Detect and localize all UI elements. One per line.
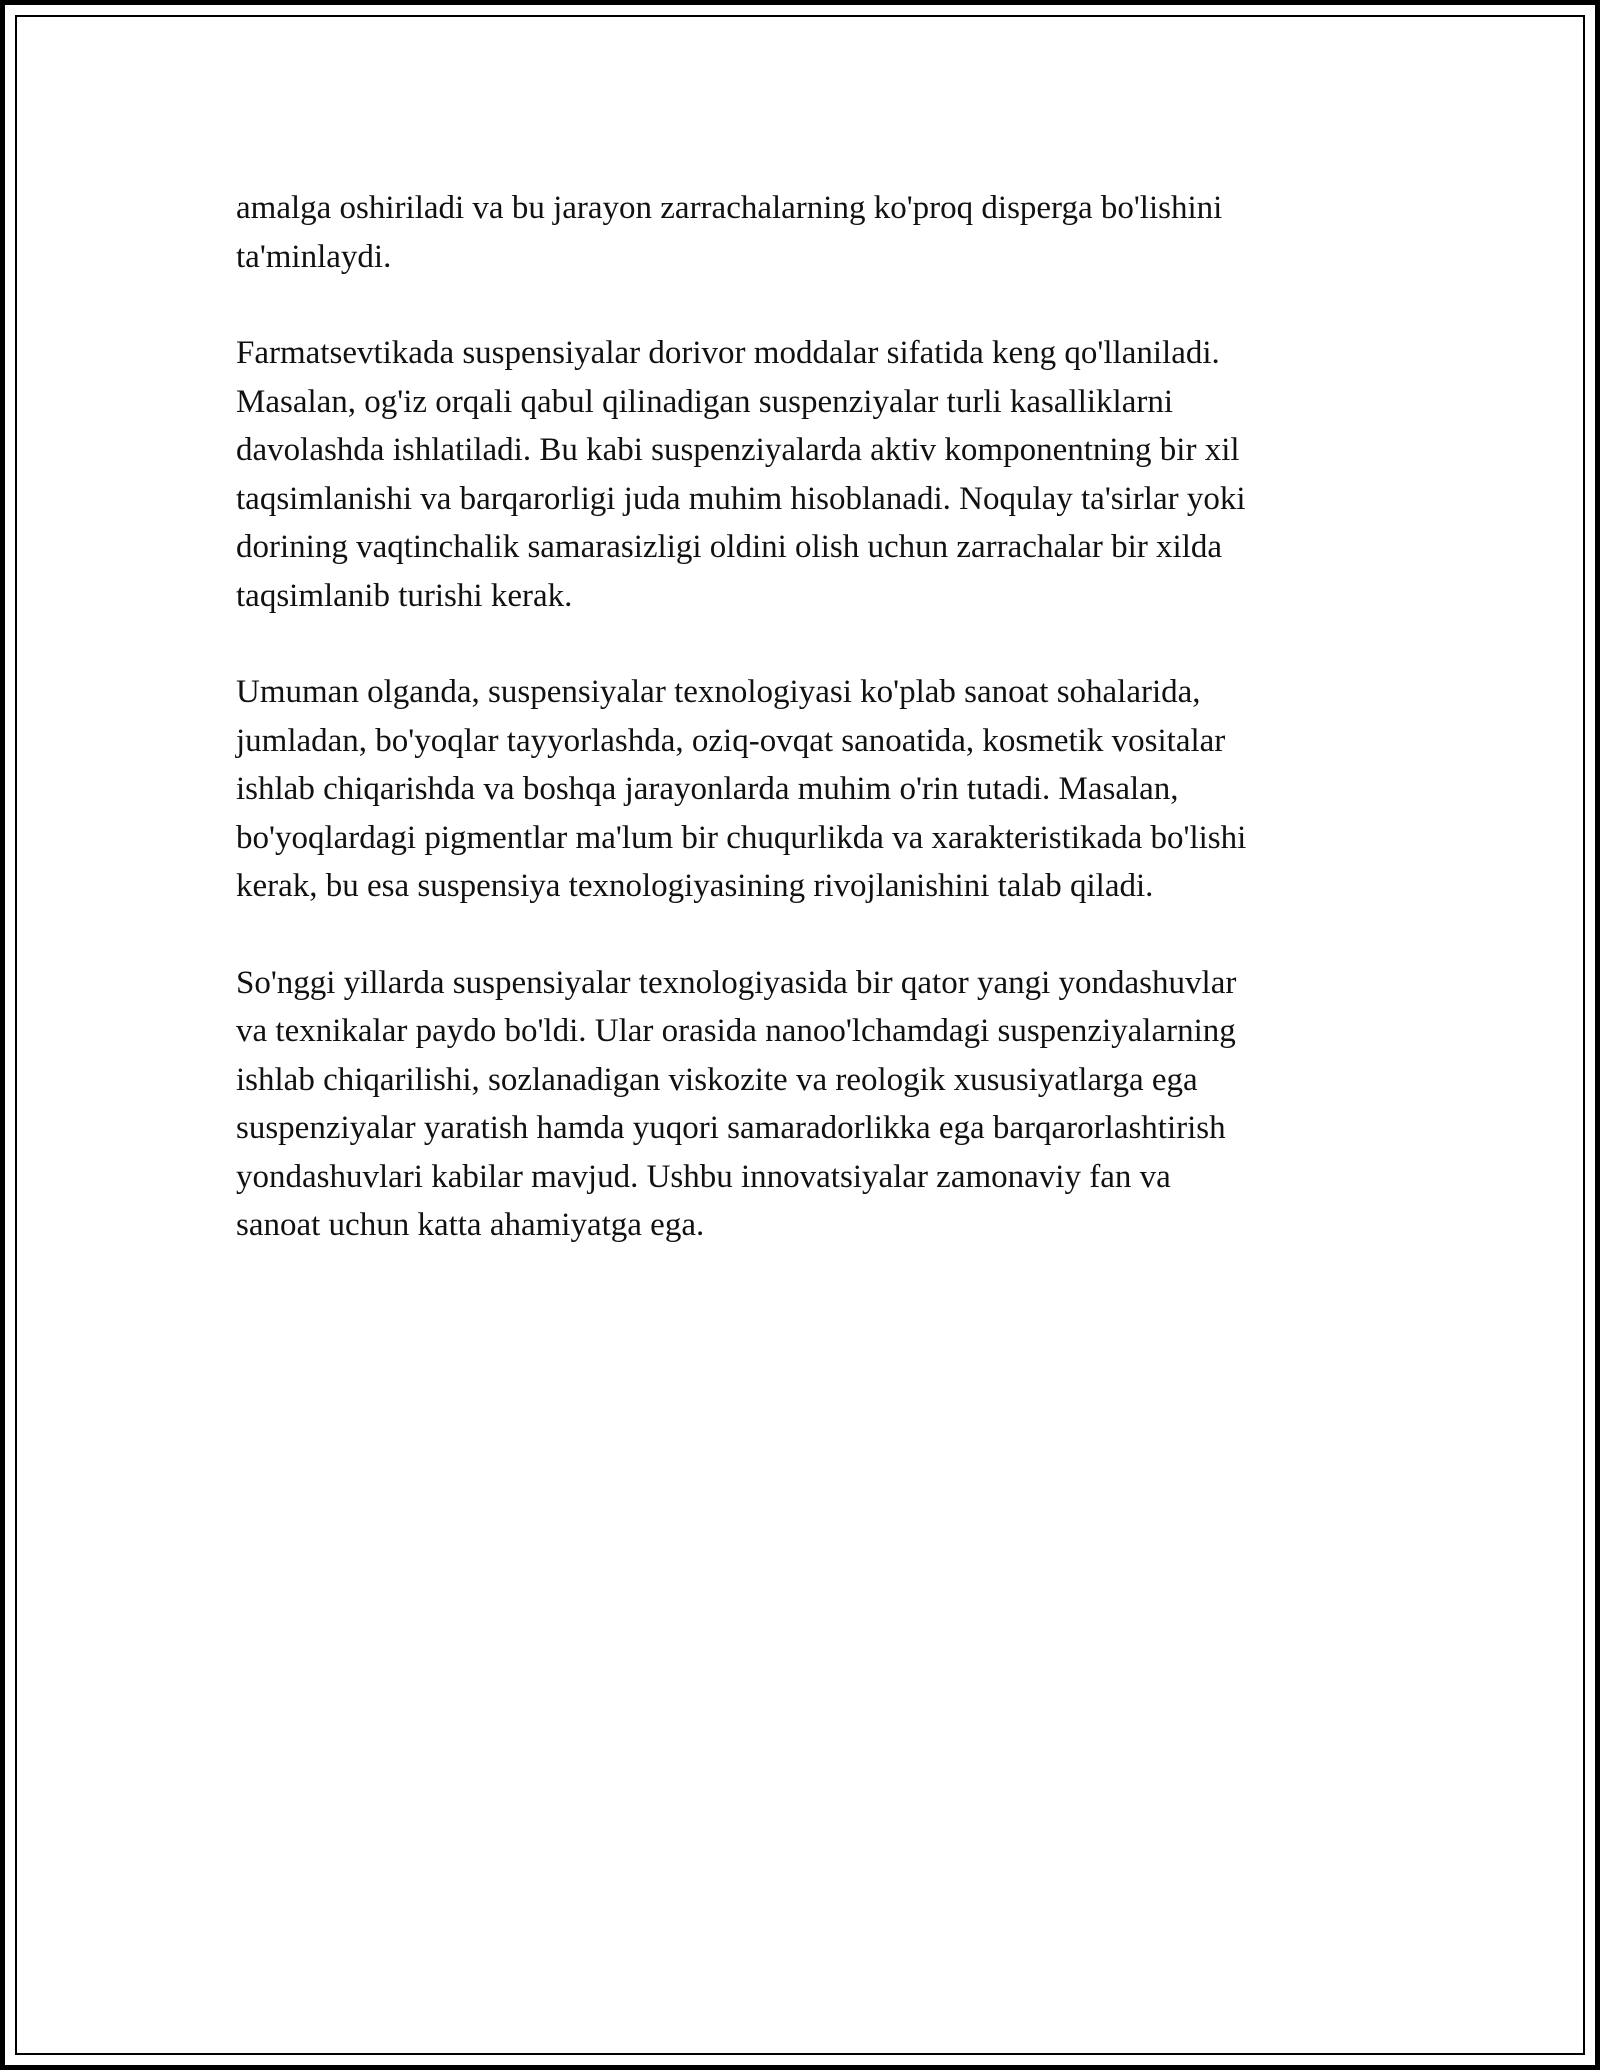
- paragraph-industry: Umuman olganda, suspensiyalar texnologiyasi ko'plab sanoat sohalarida, jumladan, bo'yoqlar tayyorlashda, oziq-ovqat sanoatida, kosmetik vositalar ishlab chiqarishda va boshqa jarayonlarda muhim o'rin tutadi. Masalan, bo'yoqlardagi pigmentlar ma'lum bir chuqurlikda va xarakteristikada bo'lishi kerak, bu esa suspensiya texnologiyasining rivojlanishini talab qiladi.: [236, 674, 1247, 904]
- paragraph-continuation: amalga oshiriladi va bu jarayon zarrachalarning ko'proq disperga bo'lishini ta'minlaydi.: [236, 190, 1223, 275]
- paragraph-pharmaceutics: Farmatsevtikada suspensiyalar dorivor moddalar sifatida keng qo'llaniladi. Masalan, og'iz orqali qabul qilinadigan suspenziyalar turli kasalliklarni davolashda ishlatiladi. Bu kabi suspenziyalarda aktiv komponentning bir xil taqsimlanishi va barqarorligi juda muhim hisoblanadi. Noqulay ta'sirlar yoki dorining vaqtinchalik samarasizligi oldini olish uchun zarrachalar bir xilda taqsimlanib turishi kerak.: [236, 335, 1246, 614]
- paragraph-innovations: So'nggi yillarda suspensiyalar texnologiyasida bir qator yangi yondashuvlar va texnikalar paydo bo'ldi. Ular orasida nanoo'lchamdagi suspenziyalarning ishlab chiqarilishi, sozlanadigan viskozite va reologik xususiyatlarga ega suspenziyalar yaratish hamda yuqori samaradorlikka ega barqarorlashtirish yondashuvlari kabilar mavjud. Ushbu innovatsiyalar zamonaviy fan va sanoat uchun katta ahamiyatga ega.: [236, 964, 1237, 1243]
- document-body: [236, 184, 1366, 1298]
